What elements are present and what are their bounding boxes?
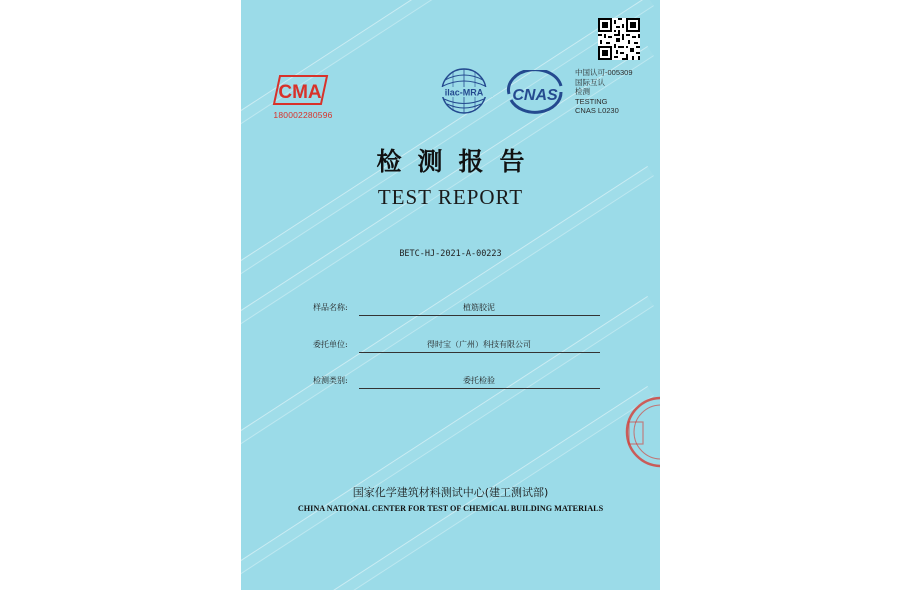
report-number: BETC-HJ-2021-A-00223 — [399, 249, 502, 259]
qr-code-icon — [598, 18, 640, 60]
field-underline — [359, 315, 600, 316]
field-value: 植筋胶泥 — [463, 303, 495, 312]
cma-logo — [271, 72, 335, 108]
organization-name-en: CHINA NATIONAL CENTER FOR TEST OF CHEMICAL BUILDING MATERIALS — [297, 504, 604, 513]
cnas-logo-text: CNAS — [512, 87, 558, 104]
accreditation-line-4: TESTING — [575, 96, 608, 106]
report-title-cn: 检测报告 — [376, 147, 541, 176]
field-test-category — [313, 373, 603, 393]
cma-number: 180002280596 — [273, 110, 333, 120]
cma-logo-text: CMA — [278, 82, 322, 103]
field-value: 得时宝（广州）科技有限公司 — [427, 340, 531, 349]
red-stamp-icon — [621, 392, 660, 472]
accreditation-line-2: 国际互认 — [575, 77, 605, 87]
ilac-mra-text: ilac-MRA — [444, 87, 484, 98]
field-client — [313, 337, 603, 357]
cnas-logo — [503, 70, 567, 116]
accreditation-line-5: CNAS L0230 — [575, 106, 619, 116]
field-label: 样品名称: — [313, 303, 348, 312]
accreditation-block — [575, 68, 659, 116]
field-sample-name — [313, 300, 603, 320]
organization-name-cn: 国家化学建筑材料测试中心(建工测试部) — [352, 486, 549, 499]
field-underline — [359, 388, 600, 389]
accreditation-line-1: 中国认可-005309 — [575, 68, 633, 77]
report-cover — [241, 0, 660, 590]
field-underline — [359, 352, 600, 353]
field-value: 委托检验 — [463, 376, 495, 385]
report-title-en: TEST REPORT — [377, 185, 524, 209]
accreditation-line-3: 检测 — [575, 87, 590, 97]
field-label: 委托单位: — [313, 340, 348, 349]
field-label: 检测类别: — [313, 376, 348, 385]
ilac-mra-logo — [431, 66, 497, 116]
